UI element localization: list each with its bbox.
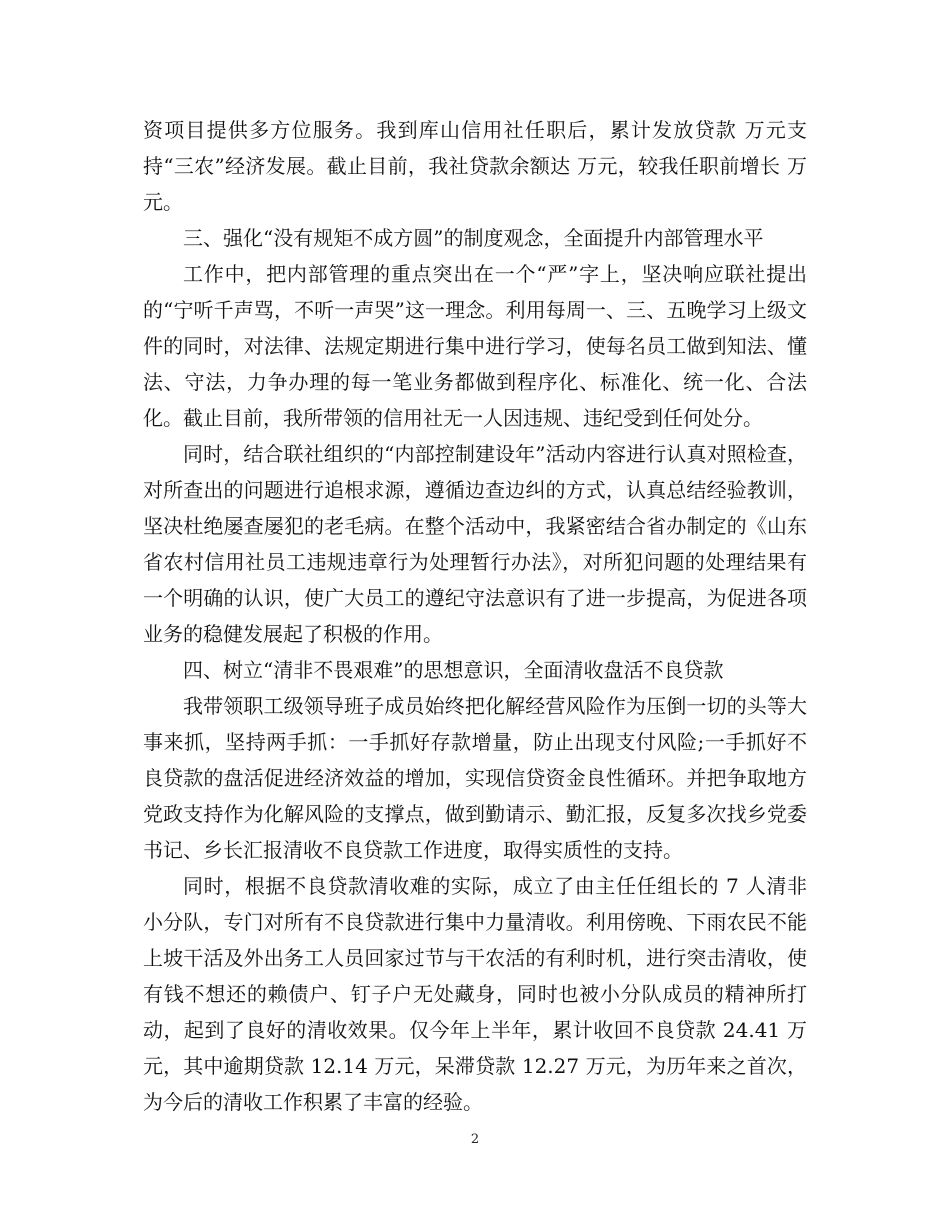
paragraph-loan-recovery: 同时，根据不良贷款清收难的实际，成立了由主任任组长的 7 人清非小分队，专门对所有不良贷款进行集中力量清收。利用傍晚、下雨农民不能上坡干活及外出务工人员回家过节与干农活的有利时机，进行突击清收，使有钱不想还的赖债户、钉子户无处藏身，同时也被小分队成员的精神所打动，起到了良好的清收效果。仅今年上半年，累计收回不良贷款 24.41 万元，其中逾期贷款 12.14 万元，呆滞贷款 12.27 万元，为历年来之首次，为今后的清收工作积累了丰富的经验。 (143, 874, 807, 1114)
page-number: 2 (470, 1132, 480, 1147)
paragraph-internal-control: 同时，结合联社组织的“内部控制建设年”活动内容进行认真对照检查，对所查出的问题进行追根求源，遵循边查边纠的方式，认真总结经验教训，坚决杜绝屡查屡犯的老毛病。在整个活动中，我紧密结合省办制定的《山东省农村信用社员工违规违章行为处理暂行办法》，对所犯问题的处理结果有一个明确的认识，使广大员工的遵纪守法意识有了进一步提高，为促进各项业务的稳健发展起了积极的作用。 (143, 442, 807, 646)
document-body (143, 112, 807, 1120)
section-heading-3: 三、强化“没有规矩不成方圆”的制度观念，全面提升内部管理水平 (183, 226, 764, 250)
paragraph-continuation: 资项目提供多方位服务。我到库山信用社任职后，累计发放贷款 万元支持“三农”经济发展。截止目前，我社贷款余额达 万元，较我任职前增长 万元。 (143, 118, 807, 214)
paragraph-internal-management: 工作中，把内部管理的重点突出在一个“严”字上，坚决响应联社提出的“宁听千声骂，不听一声哭”这一理念。利用每周一、三、五晚学习上级文件的同时，对法律、法规定期进行集中进行学习，使每名员工做到知法、懂法、守法，力争办理的每一笔业务都做到程序化、标准化、统一化、合法化。截止目前，我所带领的信用社无一人因违规、违纪受到任何处分。 (143, 262, 807, 430)
section-heading-4: 四、树立“清非不畏艰难”的思想意识，全面清收盘活不良贷款 (183, 658, 724, 682)
paragraph-risk-resolution: 我带领职工级领导班子成员始终把化解经营风险作为压倒一切的头等大事来抓，坚持两手抓：一手抓好存款增量，防止出现支付风险;一手抓好不良贷款的盘活促进经济效益的增加，实现信贷资金良性循环。并把争取地方党政支持作为化解风险的支撑点，做到勤请示、勤汇报，反复多次找乡党委书记、乡长汇报清收不良贷款工作进度，取得实质性的支持。 (143, 694, 807, 862)
